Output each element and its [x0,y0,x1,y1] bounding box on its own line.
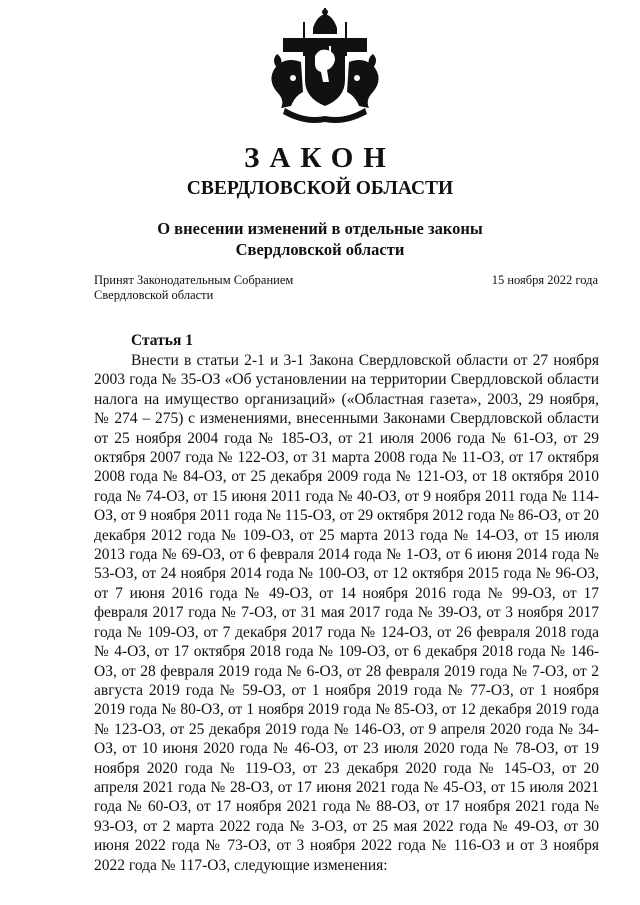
law-subject [0,218,640,260]
coat-of-arms-icon [255,8,395,126]
adoption-line-2: Свердловской области [94,288,214,302]
article-heading: Статья 1 [131,332,193,349]
subject-line-1: О внесении изменений в отдельные законы [157,219,483,238]
adoption-authority [94,273,293,303]
subject-line-2: Свердловской области [235,240,405,259]
law-title: ЗАКОН [244,142,396,174]
adoption-date: 15 ноября 2022 года [491,273,598,287]
region-title: СВЕРДЛОВСКОЙ ОБЛАСТИ [186,178,454,199]
article-body: Внести в статьи 2-1 и 3-1 Закона Свердловской области от 27 ноября 2003 года № 35-ОЗ «Об установлении на территории Свердловской области налога на имущество организаций» («Областная газета», 2003, 29 ноября, № 274 – 275) с изменениями, внесенными Законами Свердловской области от 25 ноября 2004 года № 185-ОЗ, от 21 июля 2006 года № 61-ОЗ, от 29 октября 2007 года № 122-ОЗ, от 31 марта 2008 года № 11-ОЗ, от 17 октября 2008 года № 84-ОЗ, от 25 декабря 2009 года № 121-ОЗ, от 18 октября 2010 года № 74-ОЗ, от 15 июня 2011 года № 40-ОЗ, от 9 ноября 2011 года № 114-ОЗ, от 9 ноября 2011 года № 115-ОЗ, от 29 октября 2012 года № 86-ОЗ, от 20 декабря 2012 года № 109-ОЗ, от 25 марта 2013 года № 14-ОЗ, от 15 июля 2013 года № 69-ОЗ, от 6 февраля 2014 года № 1-ОЗ, от 6 июня 2014 года № 53-ОЗ, от 24 ноября 2014 года № 100-ОЗ, от 12 октября 2015 года № 96-ОЗ, от 7 июня 2016 года № 49-ОЗ, от 14 ноября 2016 года № 99-ОЗ, от 17 февраля 2017 года № 7-ОЗ, от 31 мая 2017 года № 39-ОЗ, от 3 ноября 2017 года № 109-ОЗ, от 7 декабря 2017 года № 124-ОЗ, от 26 февраля 2018 года № 4-ОЗ, от 17 октября 2018 года № 109-ОЗ, от 6 декабря 2018 года № 146-ОЗ, от 28 февраля 2019 года № 6-ОЗ, от 28 февраля 2019 года № 7-ОЗ, от 2 августа 2019 года № 59-ОЗ, от 1 ноября 2019 года № 77-ОЗ, от 1 ноября 2019 года № 80-ОЗ, от 1 ноября 2019 года № 85-ОЗ, от 12 декабря 2019 года № 123-ОЗ, от 25 декабря 2019 года № 146-ОЗ, от 9 апреля 2020 года № 34-ОЗ, от 10 июня 2020 года № 46-ОЗ, от 23 июля 2020 года № 78-ОЗ, от 19 ноября 2020 года № 119-ОЗ, от 23 декабря 2020 года № 145-ОЗ, от 20 апреля 2021 года № 28-ОЗ, от 17 июня 2021 года № 45-ОЗ, от 15 июля 2021 года № 60-ОЗ, от 17 ноября 2021 года № 88-ОЗ, от 17 ноября 2021 года № 93-ОЗ, от 2 марта 2022 года № 3-ОЗ, от 25 мая 2022 года № 49-ОЗ, от 30 июня 2022 года № 73-ОЗ, от 3 ноября 2022 года № 116-ОЗ и от 3 ноября 2022 года № 117-ОЗ, следующие изменения: [94,352,599,874]
adoption-line-1: Принят Законодательным Собранием [94,273,294,287]
